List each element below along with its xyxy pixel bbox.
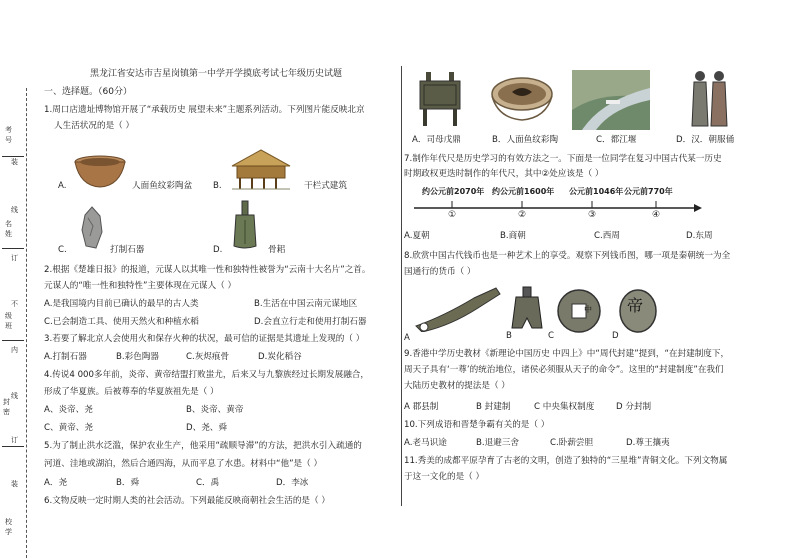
timeline-tick-3: 公元前1046年 [569,187,624,196]
simuwu-ding-image [414,70,466,130]
q6-option-a[interactable]: A．司母戊鼎 [412,135,461,145]
q8-label-a[interactable]: A [404,333,410,343]
q4-option-b[interactable]: B、炎帝、黄帝 [186,405,244,415]
q4-option-a[interactable]: A、炎帝、尧 [44,405,93,415]
fold-word: 装 [11,158,18,166]
timeline-tick-4: 公元前770年 [624,187,673,196]
q1-option-c-label: 打制石器 [110,245,145,255]
q5-stem-line2: 河道、洼地或湖泊，然后合通四海，从而平息了水患。材料中“他”是（ ） [44,459,323,469]
fold-word: 订 [11,254,18,262]
q8-stem-line1: 8.欣赏中国古代钱币也是一种艺术上的享受。观察下列钱币图，哪一项是秦朝统一为全 [404,251,731,261]
margin-label-xue: 学 [5,528,12,536]
fold-word: 封 [3,398,10,406]
q8-label-d[interactable]: D [612,331,619,341]
han-figurines-image [690,68,730,130]
q1-option-b-label: 干栏式建筑 [304,181,347,191]
q2-option-a[interactable]: A.是我国境内目前已确认的最早的古人类 [44,299,199,309]
q5-option-c[interactable]: C．禹 [196,478,220,488]
fold-word: 订 [11,436,18,444]
q9-stem-line2: 周天子具有‘一尊’的统治地位，诸侯必须服从天子的命令”。这里的“封建制度”在我们 [404,365,724,375]
fold-word: 线 [11,392,18,400]
q1-option-d-label: 骨耜 [268,245,286,255]
exam-title: 黑龙江省安达市吉星岗镇第一中学开学摸底考试七年级历史试题 [90,69,343,79]
q4-option-d[interactable]: D、尧、舜 [186,423,227,433]
q5-option-d[interactable]: D．李冰 [276,478,309,488]
timeline-tick-1: 约公元前2070年 [422,187,485,196]
q1-option-a-label: 人面鱼纹彩陶盆 [132,181,193,191]
q3-option-a[interactable]: A.打制石器 [44,352,87,362]
stone-tool-image [80,206,104,250]
q1-stem-line2: 人生活状况的是（ ） [54,121,135,131]
q3-option-c[interactable]: C.灰烬痕骨 [186,352,230,362]
fold-word: 装 [11,480,18,488]
knife-coin-image [414,286,504,332]
fold-word: 线 [11,206,18,214]
round-coin-character: 中 [584,305,592,314]
q6-option-c[interactable]: C．都江堰 [596,135,637,145]
margin-label-hao: 号 [5,136,12,144]
q1-option-d-letter[interactable]: D. [213,245,223,255]
spade-coin-image [510,286,544,332]
q2-stem-line1: 2.根据《楚雄日报》的报道，元谋人以其唯一性和独特性被誉为“云南十大名片”之首。 [44,265,371,275]
timeline-marker-2: ② [518,210,527,220]
stilt-house-image [228,148,294,190]
fold-word: 不 [11,300,18,308]
q10-option-a[interactable]: A.老马识途 [404,438,447,448]
q11-stem-line2: 于这一文化的是（ ） [404,472,485,482]
q10-stem: 10.下列成语和晋楚争霸有关的是（ ） [404,420,550,430]
q11-stem-line1: 11.秀美的成都平原孕育了古老的文明，创造了独特的“三星堆”青铜文化。下列文物属 [404,456,728,466]
q4-stem-line1: 4.传说4 000多年前，炎帝、黄帝结盟打败蚩尤，后来又与九黎族经过长期发展融合， [44,370,369,380]
q1-option-c-letter[interactable]: C. [58,245,67,255]
q8-label-b[interactable]: B [506,331,512,341]
q8-label-c[interactable]: C [548,331,555,341]
q9-stem-line1: 9.香港中学历史教材《新理论中国历史 中四上》中“周代封建”提到，“在封建制度下， [404,349,730,359]
pottery-basin-image [74,154,126,188]
q5-option-b[interactable]: B．舜 [116,478,140,488]
margin-label-ji: 级 [5,312,12,320]
timeline-tick-2: 约公元前1600年 [492,187,555,196]
q5-option-a[interactable]: A．尧 [44,478,68,488]
margin-label-xing: 姓 [5,230,12,238]
column-divider [401,66,402,506]
fold-word: 内 [11,346,18,354]
margin-label-kao: 考 [5,126,12,134]
timeline-marker-1: ① [448,210,457,220]
q6-option-b[interactable]: B．人面鱼纹彩陶 [492,135,559,145]
q7-option-d[interactable]: D.东周 [686,231,713,241]
q9-option-b[interactable]: B 封建制 [476,402,511,412]
q1-option-b-letter[interactable]: B. [213,181,222,191]
q5-stem-line1: 5.为了制止洪水泛滥，保护农业生产，他采用“疏顺导滞”的方法，把洪水引入疏通的 [44,441,362,451]
q9-stem-line3: 大陆历史教材的提法是（ ） [404,381,510,391]
q10-option-d[interactable]: D.尊王攘夷 [626,438,670,448]
q3-stem: 3.若要了解北京人会使用火和保存火种的状况，最可信的证据是其遗址上发现的（ ） [44,334,365,344]
q10-option-c[interactable]: C.卧薪尝胆 [550,438,594,448]
section-heading: 一、选择题。（60分） [44,87,132,97]
q2-stem-line2: 元谋人的“唯一性和独特性”主要体现在元谋人（ ） [44,281,237,291]
q9-option-a[interactable]: A 郡县制 [404,402,439,412]
fish-pattern-basin-image [490,74,554,124]
answer-line-exam-number [2,156,24,157]
q2-option-c[interactable]: C.已会制造工具、使用天然火和种植水稻 [44,317,199,327]
margin-label-xiao: 校 [5,518,12,526]
q7-stem-line1: 7.制作年代尺是历史学习的有效方法之一。下面是一位同学在复习中国古代某一历史 [404,154,722,164]
fold-line [26,88,27,558]
answer-line-name [2,248,24,249]
q9-option-c[interactable]: C 中央集权制度 [534,402,595,412]
q7-option-c[interactable]: C.西周 [594,231,620,241]
bone-spade-image [232,200,258,250]
q4-stem-line2: 形成了华夏族。后被尊奉的华夏族祖先是（ ） [44,387,219,397]
q3-option-b[interactable]: B.彩色陶器 [116,352,160,362]
q8-stem-line2: 国通行的货币（ ） [404,267,476,277]
q6-stem: 6.文物反映一定时期人类的社会活动。下列最能反映商朝社会生活的是（ ） [44,496,330,506]
answer-line-class [2,340,24,341]
ant-nose-coin-character: 帝 [627,296,644,315]
timeline-marker-3: ③ [588,210,597,220]
q7-option-b[interactable]: B.商朝 [500,231,526,241]
q7-stem-line2: 时期政权更迭时制作的年代尺，其中②处应该是（ ） [404,169,604,179]
dujiangyan-image [572,70,650,130]
timeline-marker-4: ④ [652,210,661,220]
q1-option-a-letter[interactable]: A. [58,181,67,191]
q7-option-a[interactable]: A.夏朝 [404,231,430,241]
q1-stem-line1: 1.周口店遗址博物馆开展了“承载历史 展望未来”主题系列活动。下列图片能反映北京 [44,105,365,115]
fold-word: 密 [3,408,10,416]
q6-option-d[interactable]: D．汉．朝服俑 [676,135,735,145]
round-coin-image [556,288,602,334]
q2-option-d[interactable]: D.会直立行走和使用打制石器 [254,317,367,327]
q4-option-c[interactable]: C、黄帝、尧 [44,423,93,433]
q10-option-b[interactable]: B.退避三舍 [476,438,520,448]
margin-label-ming: 名 [5,220,12,228]
margin-label-ban: 班 [5,322,12,330]
answer-line-school [2,446,24,447]
q9-option-d[interactable]: D 分封制 [616,402,652,412]
q2-option-b[interactable]: B.生活在中国云南元谋地区 [254,299,358,309]
q3-option-d[interactable]: D.炭化稻谷 [258,352,302,362]
